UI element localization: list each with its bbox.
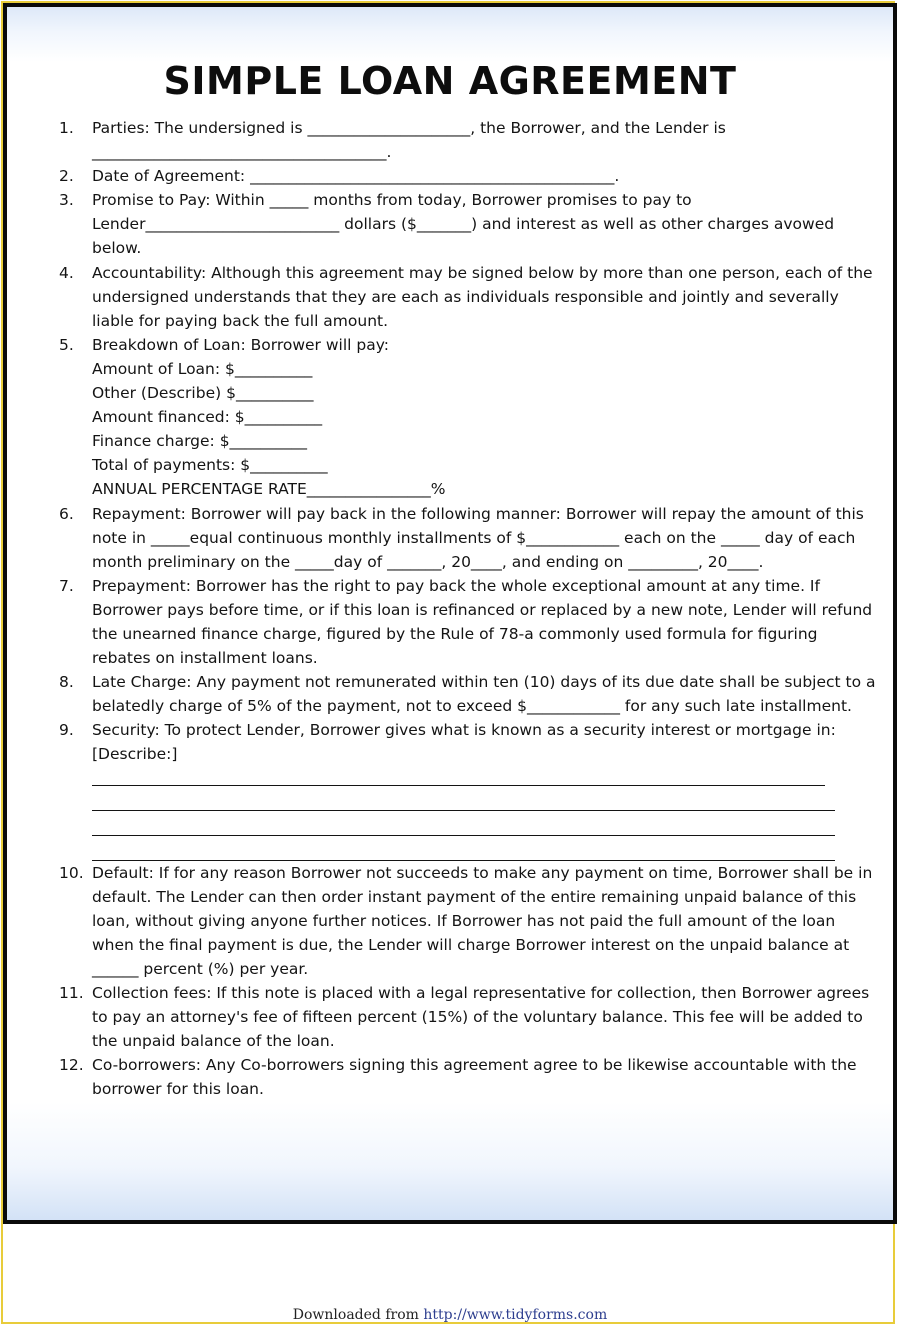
- clause-text: Parties: The undersigned is _____________________, the Borrower, and the Lender is ______________________________________.: [92, 119, 726, 162]
- security-blank-line: [92, 771, 825, 786]
- clause-late-charge: [7, 670, 893, 718]
- breakdown-amount-financed: Amount financed: $__________: [92, 408, 323, 427]
- clause-text: Promise to Pay: Within _____ months from today, Borrower promises to pay to Lender_________________________ dollars ($_______) and interest as well as other charges avowed below.: [92, 191, 835, 258]
- clause-number: 5.: [59, 335, 74, 354]
- clause-number: 7.: [59, 576, 74, 595]
- clause-number: 3.: [59, 191, 74, 210]
- clause-parties: [7, 116, 893, 164]
- security-blank-line: [92, 821, 835, 836]
- breakdown-total-payments: Total of payments: $__________: [92, 456, 328, 475]
- clause-date: [7, 164, 893, 188]
- download-footer: [0, 1307, 900, 1323]
- clause-text: Late Charge: Any payment not remunerated within ten (10) days of its due date shall be subject to a belatedly charge of 5% of the payment, not to exceed $____________ for any such late installment.: [92, 673, 876, 716]
- clause-number: 1.: [59, 119, 74, 137]
- document-title: SIMPLE LOAN AGREEMENT: [163, 59, 737, 103]
- clause-text: Default: If for any reason Borrower not succeeds to make any payment on time, Borrower shall be in default. The Lender can then order instant payment of the entire remaining unpaid balance of this loan, without giving anyone further notices. If Borrower has not paid the full amount of the loan when the final payment is due, the Lender will charge Borrower interest on the unpaid balance at ______ percent (%) per year.: [92, 863, 873, 978]
- clause-text: Accountability: Although this agreement may be signed below by more than one person, each of the undersigned understands that they are each as individuals responsible and jointly and severally liable for paying back the full amount.: [92, 263, 873, 330]
- breakdown-amount-of-loan: Amount of Loan: $__________: [92, 359, 313, 378]
- clause-number: 4.: [59, 263, 74, 282]
- security-blank-line: [92, 796, 835, 811]
- breakdown-apr: ANNUAL PERCENTAGE RATE________________%: [92, 480, 446, 499]
- clause-breakdown: [7, 333, 893, 502]
- clause-text: Collection fees: If this note is placed with a legal representative for collection, then Borrower agrees to pay an attorney's fee of fifteen percent (15%) of the voluntary balance. This fee will be added to the unpaid balance of the loan.: [92, 984, 870, 1051]
- clause-text: Prepayment: Borrower has the right to pay back the whole exceptional amount at any time. If Borrower pays before time, or if this loan is refinanced or replaced by a new note, Lender will refund the unearned finance charge, figured by the Rule of 78-a commonly used formula for figuring rebates on installment loans.: [92, 576, 873, 668]
- breakdown-other: Other (Describe) $__________: [92, 384, 314, 403]
- security-blank-line: [92, 846, 835, 861]
- clause-text: Co-borrowers: Any Co-borrowers signing this agreement agree to be likewise accountable with the borrower for this loan.: [92, 1056, 857, 1099]
- clause-text: Date of Agreement: _______________________________________________.: [92, 167, 620, 186]
- clause-number: 8.: [59, 673, 74, 692]
- clause-number: 2.: [59, 167, 74, 186]
- clause-security: [7, 718, 893, 860]
- clause-list: [7, 116, 893, 1101]
- clause-number: 6.: [59, 504, 74, 523]
- clause-promise-to-pay: [7, 188, 893, 260]
- clause-number: 9.: [59, 721, 74, 740]
- clause-text: Security: To protect Lender, Borrower gives what is known as a security interest or mortgage in: [Describe:]: [92, 721, 836, 764]
- clause-number: 10.: [59, 863, 84, 882]
- clause-number: 12.: [59, 1056, 84, 1075]
- clause-prepayment: [7, 574, 893, 670]
- clause-default: [7, 861, 893, 981]
- document-sheet: [3, 3, 897, 1224]
- clause-text: Breakdown of Loan: Borrower will pay:: [92, 335, 389, 354]
- breakdown-finance-charge: Finance charge: $__________: [92, 432, 308, 451]
- clause-co-borrowers: [7, 1053, 893, 1101]
- footer-link[interactable]: http://www.tidyforms.com: [423, 1307, 608, 1323]
- clause-accountability: [7, 261, 893, 333]
- clause-number: 11.: [59, 984, 84, 1002]
- footer-prefix: Downloaded from: [292, 1307, 419, 1323]
- clause-collection-fees: [7, 981, 893, 1053]
- clause-text: Repayment: Borrower will pay back in the following manner: Borrower will repay the amount of this note in _____equal continuous monthly installments of $____________ each on the _____ day of each month preliminary on the _____day of _______, 20____, and ending on _________, 20____.: [92, 504, 864, 571]
- clause-repayment: [7, 502, 893, 574]
